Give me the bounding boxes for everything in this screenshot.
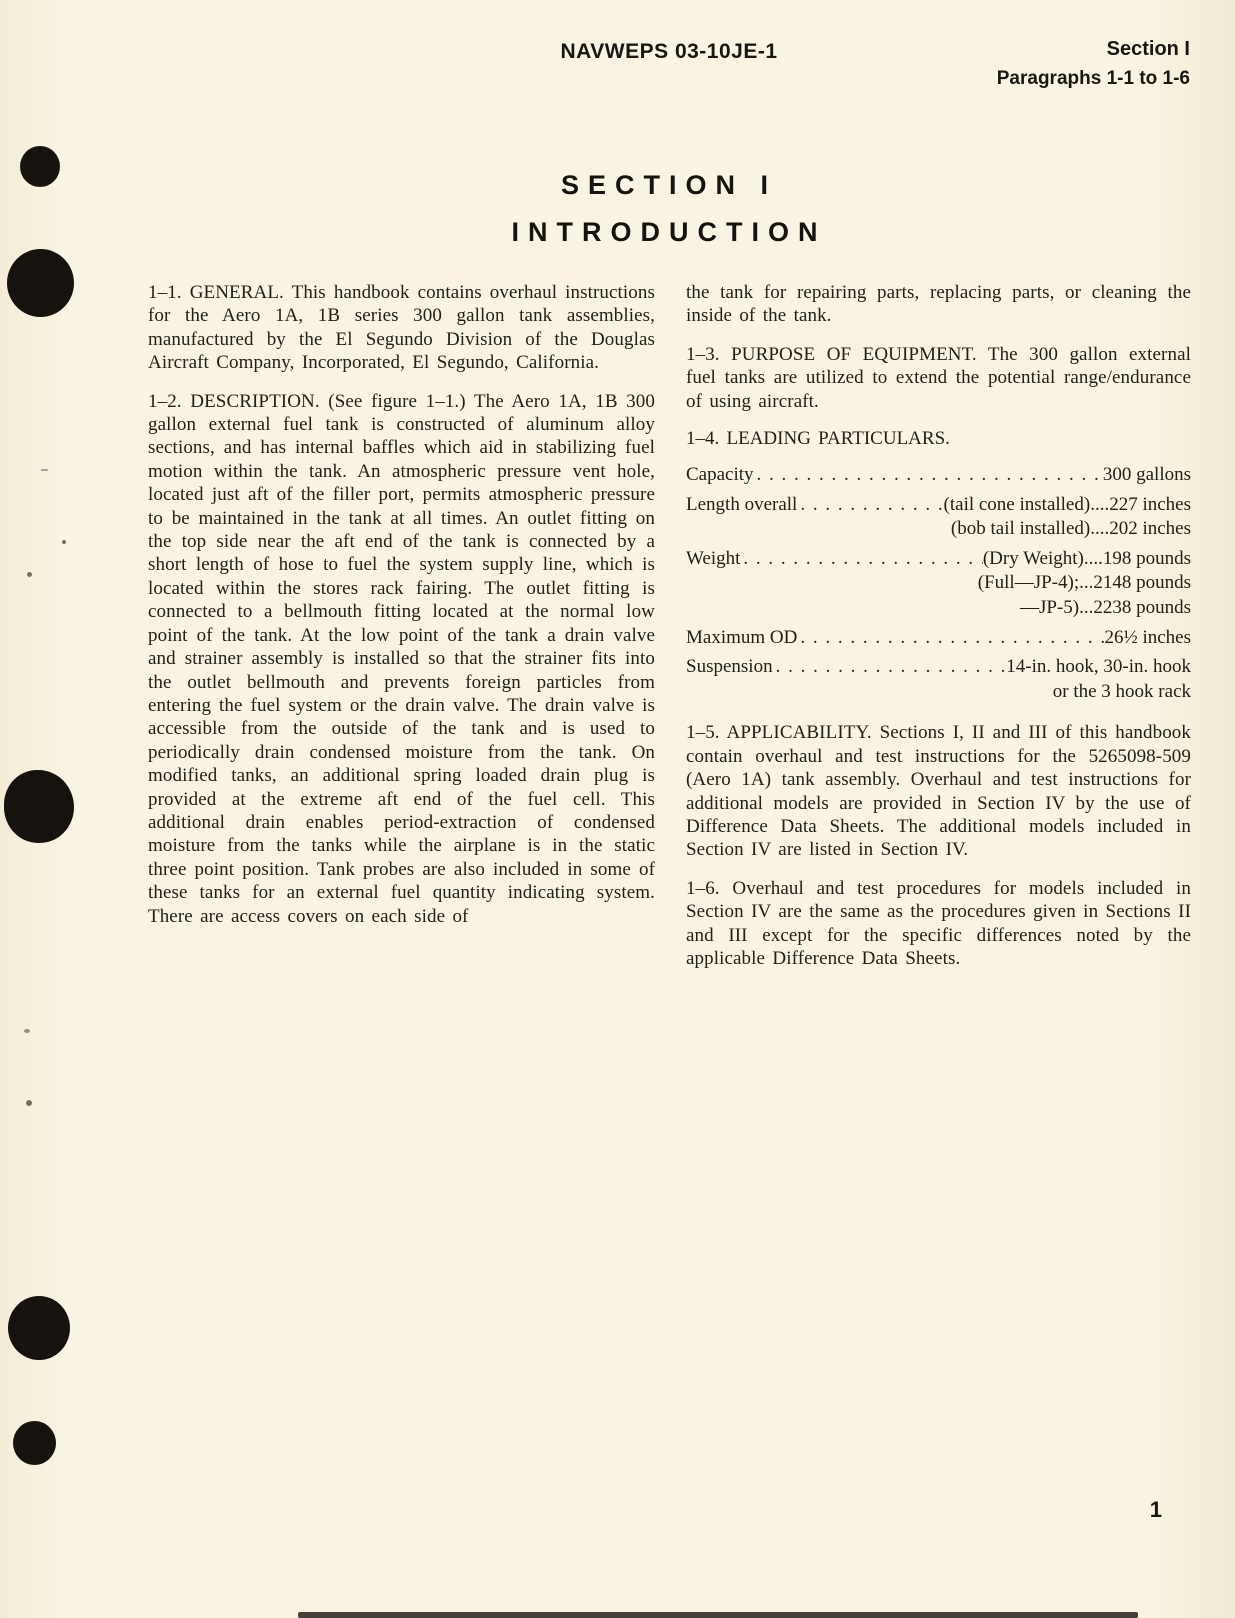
punch-hole-mark-icon (13, 1421, 56, 1465)
paragraph-1-2-continued: the tank for repairing parts, replacing parts, or cleaning the inside of the tank. (686, 282, 1191, 327)
header-right-block (997, 38, 1190, 90)
section-title-block (148, 170, 1190, 248)
particular-row-weight (686, 547, 1191, 572)
particular-value: (tail cone installed)....227 inches (943, 493, 1191, 515)
paragraph-1-6: 1–6. Overhaul and test procedures for models included in Section IV are the same as the procedures given in Sections II and III except for the specific differences noted by the applicable Difference Data Sheets. (686, 877, 1191, 970)
left-column (148, 281, 655, 928)
particular-row-capacity (686, 463, 1191, 488)
scan-speck (62, 540, 66, 544)
particular-row-suspension-cont: or the 3 hook rack (1052, 680, 1191, 702)
punch-hole-mark-icon (4, 770, 74, 843)
scan-edge-bar (298, 1612, 1138, 1618)
particular-row-weight-cont-jp4: (Full—JP-4);...2148 pounds (977, 572, 1191, 594)
particular-value: 300 gallons (1102, 464, 1191, 486)
dot-leader (740, 547, 982, 572)
page-number: 1 (1149, 1497, 1162, 1522)
paragraph-1-4-heading: 1–4. LEADING PARTICULARS. (686, 428, 950, 450)
scan-speck (27, 572, 32, 577)
particular-value: 14-in. hook, 30-in. hook (1006, 656, 1191, 678)
dot-leader (797, 626, 1104, 651)
doc-number: NAVWEPS 03-10JE-1 (560, 40, 778, 63)
dot-leader (754, 463, 1103, 488)
header-section-label: Section I (1106, 38, 1190, 60)
paragraph-1-2: 1–2. DESCRIPTION. (See figure 1–1.) The Aero 1A, 1B 300 gallon external fuel tank is constructed of aluminum alloy sections, and has internal baffles which aid in stabilizing fuel motion within the tank. An atmospheric pressure vent hole, located just aft of the filler port, permits atmospheric pressure to be maintained in the tank at all times. An outlet fitting on the top side near the aft end of the tank is connected by a short length of hose to fuel the system supply line, which is located within the stores rack fairing. The outlet fitting is connected to a bellmouth fitting located at the normal low point of the tank. At the low point of the tank a drain valve and strainer assembly is installed so that the strainer fits into the outlet bellmouth and prevents foreign particles from entering the fuel system or the drain valve. The drain valve is accessible from the outside of the tank and is used to periodically drain condensed moisture from the tank. On modified tanks, an additional spring loaded drain plug is provided at the extreme aft end of the fuel cell. This additional drain enables period-extraction of condensed moisture from the tanks while the airplane is in the static three point position. Tank probes are also included in some of these tanks for an external fuel quantity indicating system. There are access covers on each side of (148, 390, 655, 927)
section-subtitle: INTRODUCTION (511, 217, 827, 247)
paragraph-1-1: 1–1. GENERAL. This handbook contains overhaul instructions for the Aero 1A, 1B series 300 gallon tank assemblies, manufactured by the El Segundo Division of the Douglas Aircraft Company, Incorporated, El Segundo, California. (148, 282, 655, 374)
particular-row-length-cont: (bob tail installed)....202 inches (950, 518, 1191, 540)
particular-row-length (686, 493, 1191, 518)
punch-hole-mark-icon (8, 1296, 70, 1360)
paragraph-1-3: 1–3. PURPOSE OF EQUIPMENT. The 300 gallon external fuel tanks are utilized to extend the potential range/endurance of using aircraft. (686, 343, 1191, 412)
particular-row-suspension (686, 655, 1191, 680)
scan-speck (26, 1100, 32, 1106)
dot-leader (773, 655, 1007, 680)
scan-speck (41, 469, 48, 471)
header-paragraph-range: Paragraphs 1-1 to 1-6 (996, 68, 1190, 89)
particular-value: 26½ inches (1104, 626, 1191, 648)
leading-particulars-list (686, 463, 1191, 704)
particular-label: Suspension (686, 656, 773, 678)
particular-label: Weight (686, 547, 741, 569)
particular-label: Length overall (686, 493, 798, 515)
particular-label: Capacity (686, 464, 754, 486)
paragraph-1-5: 1–5. APPLICABILITY. Sections I, II and III of this handbook contain overhaul and test instructions for the 5265098-509 (Aero 1A) tank assembly. Overhaul and test instructions for additional models are provided in Section IV by the use of Difference Data Sheets. The additional models included in Section IV are listed in Section IV. (686, 722, 1191, 861)
section-title: SECTION I (560, 170, 777, 200)
dot-leader (797, 493, 943, 518)
particular-row-weight-cont-jp5: —JP-5)...2238 pounds (1019, 597, 1191, 618)
punch-hole-mark-icon (7, 249, 74, 317)
scan-speck (24, 1029, 30, 1033)
punch-hole-mark-icon (20, 146, 60, 187)
particular-label: Maximum OD (686, 626, 798, 648)
right-column (686, 281, 1191, 970)
particular-row-maximum-od (686, 626, 1191, 651)
particular-value: (Dry Weight)....198 pounds (982, 547, 1191, 569)
